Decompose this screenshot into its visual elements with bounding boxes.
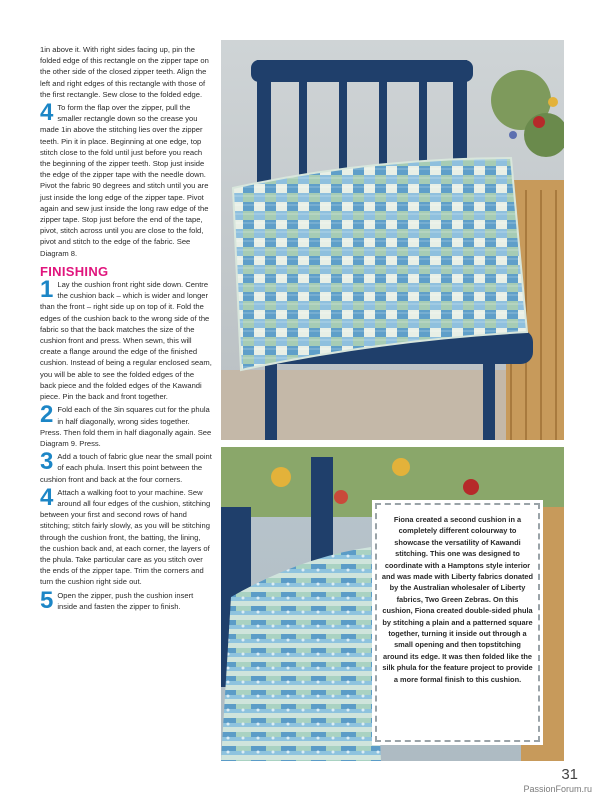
step-number: 1 bbox=[40, 276, 54, 304]
photo-caption: Fiona created a second cushion in a completely different colourway to showcase the versatility of Kawandi stitching. This one was designed to coordinate with a Hamptons style interior and was made with Liberty fabrics donated by the Australian wholesaler of Liberty fabrics, Two Green Zebras. On this cushion, Fiona created double-sided phula by stitching a plain and a patterned square together, turning it inside out through a small opening and then topstitching around its edge. It was then folded like the silk phula for the feature project to provide a more formal finish to this cushion. bbox=[372, 500, 543, 745]
step-number: 3 bbox=[40, 448, 54, 476]
finishing-step-2 bbox=[40, 401, 212, 449]
step-text: Attach a walking foot to your machine. Sew around all four edges of the cushion, stitching between your first and second rows of hand stitching; stitch fairly slowly, as you will be stitching through the cushion front, the batting, the lining, the cushion back and, at each corner, the layers of the phula. Take particular care as you stitch over the ends of the zipper tape. Trim the corners and turn the cushion right side out. bbox=[40, 487, 211, 587]
step-text: To form the flap over the zipper, pull the smaller rectangle down so the crease you made 1in above the stitching lies over the zipper teeth. Pin it in place. Beginning at one edge, top stitch close to the fold until just before you reach the beginning of the zipper teeth. Stop just inside the edge of the zipper tape with the needle down. Pivot the fabric 90 degrees and stitch until you are just inside the long edge of the zipper tape. Pivot again and sew just inside the long raw edge of the zipper tape. Stop just before the end of the tape, pivot, stitch across until you are close to the fold, pivot and stitch to the edge of the fabric. See Diagram 8. bbox=[40, 103, 209, 258]
finishing-step-4 bbox=[40, 483, 212, 588]
step-number: 4 bbox=[40, 99, 54, 127]
step-number: 5 bbox=[40, 586, 54, 614]
step-text: Fold each of the 3in squares cut for the phula in half diagonally, wrong sides together. Press. Then fold them in half diagonally again. See Diagram 9. Press. bbox=[40, 405, 212, 448]
finishing-step-5 bbox=[40, 586, 212, 614]
cushion-on-chair-photo bbox=[221, 40, 564, 440]
watermark: PassionForum.ru bbox=[523, 784, 592, 794]
finishing-step-1 bbox=[40, 276, 212, 402]
page-number: 31 bbox=[561, 766, 578, 783]
finishing-step-3 bbox=[40, 448, 212, 485]
finishing-heading: FINISHING bbox=[40, 263, 109, 279]
cushion-on-chair-illustration bbox=[221, 40, 564, 440]
step-text: Add a touch of fabric glue near the small point of each phula. Insert this point between the cushion front and back at the four corners. bbox=[40, 452, 212, 484]
step-number: 2 bbox=[40, 401, 54, 429]
instructions-column bbox=[40, 44, 212, 612]
step-text: Lay the cushion front right side down. Centre the cushion back – which is wider and longer than the front – right side up on top of it. Fold the edges of the cushion back to the wrong side of the fabric so that the back matches the size of the cushion front and press. When sewn, this will create a flange around the edge of the finished cushion. Instead of being a regular enclosed seam, you will be able to see the folded edges of the back piece and the folded edges of the Kawandi piece. Pin the back and front together. bbox=[40, 280, 212, 402]
zipper-step-4 bbox=[40, 99, 212, 259]
step-number: 4 bbox=[40, 483, 54, 511]
intro-paragraph: 1in above it. With right sides facing up, pin the folded edge of this rectangle on the zipper tape on the other side of the closed zipper teeth. Align the left and right edges of this rectangle with those of the first rectangle. Sew close to the folded edge. bbox=[40, 45, 209, 99]
step-text: Open the zipper, push the cushion insert inside and fasten the zipper to finish. bbox=[57, 590, 194, 611]
